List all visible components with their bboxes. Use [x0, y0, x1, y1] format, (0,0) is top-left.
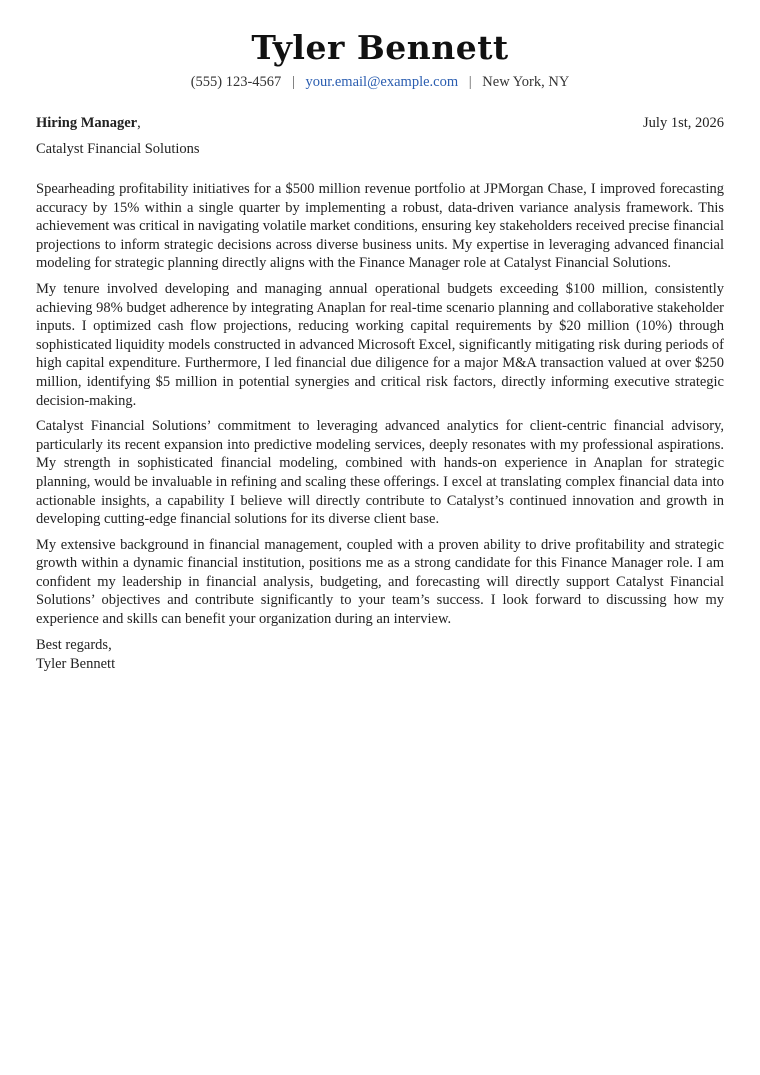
recipient-name-comma: ,: [137, 115, 141, 131]
letter-header: [0, 26, 760, 91]
letter-body: [36, 180, 724, 674]
body-paragraph: My tenure involved developing and managing annual operational budgets exceeding $100 million, consistently achieving 98% budget adherence by integrating Anaplan for real-time scenario planning and collaborative stakeholder inputs. I optimized cash flow projections, reducing working capital requirements by $20 million (10%) through sophisticated liquidity models constructed in advanced Microsoft Excel, significantly mitigating risk during periods of high capital expenditure. Furthermore, I led financial due diligence for a major M&A transaction valued at over $250 million, identifying $5 million in potential synergies and critical risk factors, directly informing executive strategic decision-making.: [36, 280, 724, 409]
body-paragraph: My extensive background in financial management, coupled with a proven ability to drive profitability and strategic growth within a dynamic financial institution, positions me as a strong candidate for this Finance Manager role. I am confident my leadership in financial analysis, budgeting, and forecasting will directly support Catalyst Financial Solutions’ objectives and contribute significantly to your team’s success. I look forward to discussing how my experience and skills can benefit your organization during an interview.: [36, 536, 724, 628]
phone-number: (555) 123-4567: [190, 74, 282, 90]
email-link[interactable]: your.email@example.com: [305, 74, 459, 90]
contact-line: [0, 73, 760, 91]
contact-separator: |: [468, 74, 472, 90]
applicant-name: Tyler Bennett: [251, 28, 509, 67]
recipient-name: Hiring Manager: [36, 115, 138, 131]
body-paragraph: Catalyst Financial Solutions’ commitment to leveraging advanced analytics for client-centric financial advisory, particularly its recent expansion into predictive modeling services, deeply resonates with my professional aspirations. My strength in sophisticated financial modeling, combined with hands-on experience in Anaplan for strategic planning, would be invaluable in refining and scaling these offerings. I excel at translating complex financial data into actionable insights, a capability I believe will directly contribute to Catalyst’s continued innovation and growth in developing cutting-edge financial solutions for its diverse client base.: [36, 418, 724, 528]
recipient-row: [36, 114, 724, 133]
closing-signature: Tyler Bennett: [36, 655, 116, 672]
body-paragraph: Spearheading profitability initiatives for a $500 million revenue portfolio at JPMorgan Chase, I improved forecasting accuracy by 15% within a single quarter by implementing a robust, data-driven variance analysis framework. This achievement was critical in navigating volatile market conditions, ensuring key stakeholders received precise financial projections to inform strategic decisions across diverse business units. My expertise in leveraging advanced financial modeling for strategic planning directly aligns with the Finance Manager role at Catalyst Financial Solutions.: [36, 181, 724, 272]
closing-block: [36, 636, 724, 674]
location: New York, NY: [482, 74, 570, 90]
recipient-company: Catalyst Financial Solutions: [36, 141, 200, 157]
letter-date: July 1st, 2026: [643, 115, 724, 131]
contact-separator: |: [291, 74, 295, 90]
closing-salutation: Best regards,: [36, 636, 112, 653]
